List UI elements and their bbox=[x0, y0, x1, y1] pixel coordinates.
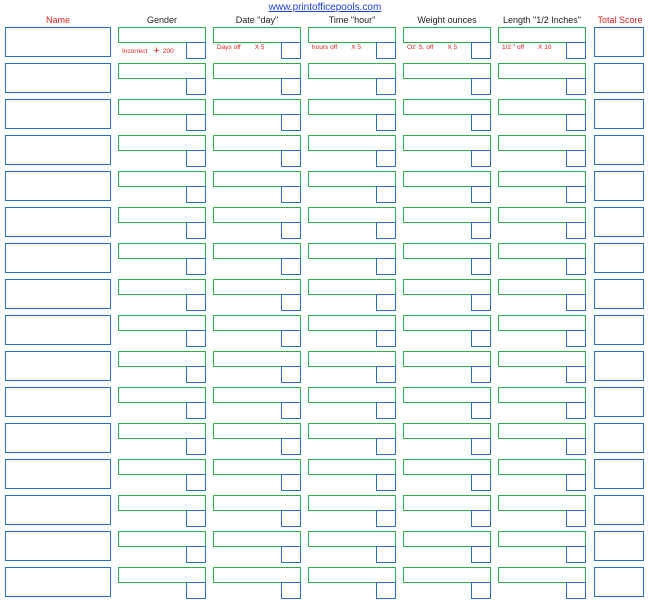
entry-row bbox=[0, 315, 650, 347]
total-score-field[interactable] bbox=[594, 423, 644, 453]
length-guess-field[interactable] bbox=[498, 63, 586, 79]
weight-guess-field[interactable] bbox=[403, 351, 491, 367]
total-score-field[interactable] bbox=[594, 99, 644, 129]
total-score-field[interactable] bbox=[594, 459, 644, 489]
time-score-field[interactable] bbox=[376, 438, 396, 455]
total-score-field[interactable] bbox=[594, 531, 644, 561]
length-score-field[interactable] bbox=[566, 438, 586, 455]
header-name: Name bbox=[45, 15, 70, 25]
total-score-field[interactable] bbox=[594, 207, 644, 237]
gender-rule bbox=[122, 44, 174, 56]
date-score-field[interactable] bbox=[281, 546, 301, 563]
length-guess-field[interactable] bbox=[498, 531, 586, 547]
date-score-field[interactable] bbox=[281, 366, 301, 383]
weight-guess-field[interactable] bbox=[403, 567, 491, 583]
weight-score-field[interactable] bbox=[471, 474, 491, 491]
length-score-field[interactable] bbox=[566, 150, 586, 167]
gender-guess-field[interactable] bbox=[118, 207, 206, 223]
name-field[interactable] bbox=[5, 387, 111, 417]
rule-label: hours off bbox=[312, 44, 338, 51]
time-guess-field[interactable] bbox=[308, 243, 396, 259]
name-field[interactable] bbox=[5, 351, 111, 381]
time-guess-field[interactable] bbox=[308, 459, 396, 475]
weight-score-field[interactable] bbox=[471, 510, 491, 527]
gender-score-field[interactable] bbox=[186, 222, 206, 239]
gender-score-field[interactable] bbox=[186, 510, 206, 527]
entry-row bbox=[0, 279, 650, 311]
rule-multiplier: X 5 bbox=[447, 44, 458, 51]
weight-score-field[interactable] bbox=[471, 258, 491, 275]
entry-row bbox=[0, 531, 650, 563]
total-score-field[interactable] bbox=[594, 387, 644, 417]
length-score-field[interactable] bbox=[566, 222, 586, 239]
name-field[interactable] bbox=[5, 135, 111, 165]
time-score-field[interactable] bbox=[376, 42, 396, 59]
rule-multiplier: X 10 bbox=[538, 44, 552, 51]
name-field[interactable] bbox=[5, 495, 111, 525]
time-score-field[interactable] bbox=[376, 510, 396, 527]
rule-value: 200 bbox=[162, 48, 174, 55]
date-score-field[interactable] bbox=[281, 510, 301, 527]
weight-guess-field[interactable] bbox=[403, 459, 491, 475]
time-guess-field[interactable] bbox=[308, 27, 396, 43]
time-score-field[interactable] bbox=[376, 294, 396, 311]
entry-row bbox=[0, 567, 650, 599]
entry-row bbox=[0, 423, 650, 455]
gender-guess-field[interactable] bbox=[118, 135, 206, 151]
total-score-field[interactable] bbox=[594, 351, 644, 381]
length-guess-field[interactable] bbox=[498, 27, 586, 43]
date-guess-field[interactable] bbox=[213, 315, 301, 331]
gender-guess-field[interactable] bbox=[118, 171, 206, 187]
length-rule bbox=[502, 44, 551, 51]
weight-guess-field[interactable] bbox=[403, 207, 491, 223]
length-guess-field[interactable] bbox=[498, 279, 586, 295]
entry-row bbox=[0, 171, 650, 203]
length-score-field[interactable] bbox=[566, 474, 586, 491]
time-rule bbox=[312, 44, 361, 51]
date-score-field[interactable] bbox=[281, 258, 301, 275]
time-guess-field[interactable] bbox=[308, 423, 396, 439]
time-guess-field[interactable] bbox=[308, 387, 396, 403]
weight-score-field[interactable] bbox=[471, 114, 491, 131]
weight-score-field[interactable] bbox=[471, 150, 491, 167]
time-guess-field[interactable] bbox=[308, 279, 396, 295]
weight-guess-field[interactable] bbox=[403, 423, 491, 439]
entry-row bbox=[0, 243, 650, 275]
weight-guess-field[interactable] bbox=[403, 171, 491, 187]
length-guess-field[interactable] bbox=[498, 99, 586, 115]
weight-guess-field[interactable] bbox=[403, 135, 491, 151]
total-score-field[interactable] bbox=[594, 567, 644, 597]
date-guess-field[interactable] bbox=[213, 531, 301, 547]
time-score-field[interactable] bbox=[376, 366, 396, 383]
time-guess-field[interactable] bbox=[308, 567, 396, 583]
length-score-field[interactable] bbox=[566, 510, 586, 527]
gender-score-field[interactable] bbox=[186, 150, 206, 167]
time-score-field[interactable] bbox=[376, 330, 396, 347]
date-guess-field[interactable] bbox=[213, 27, 301, 43]
name-field[interactable] bbox=[5, 27, 111, 57]
entry-row bbox=[0, 459, 650, 491]
gender-guess-field[interactable] bbox=[118, 27, 206, 43]
total-score-field[interactable] bbox=[594, 27, 644, 57]
time-score-field[interactable] bbox=[376, 402, 396, 419]
gender-score-field[interactable] bbox=[186, 546, 206, 563]
date-score-field[interactable] bbox=[281, 186, 301, 203]
time-score-field[interactable] bbox=[376, 186, 396, 203]
gender-guess-field[interactable] bbox=[118, 387, 206, 403]
weight-guess-field[interactable] bbox=[403, 495, 491, 511]
time-guess-field[interactable] bbox=[308, 531, 396, 547]
time-guess-field[interactable] bbox=[308, 63, 396, 79]
date-score-field[interactable] bbox=[281, 78, 301, 95]
length-score-field[interactable] bbox=[566, 582, 586, 599]
date-guess-field[interactable] bbox=[213, 423, 301, 439]
date-guess-field[interactable] bbox=[213, 387, 301, 403]
gender-score-field[interactable] bbox=[186, 114, 206, 131]
gender-guess-field[interactable] bbox=[118, 243, 206, 259]
length-guess-field[interactable] bbox=[498, 315, 586, 331]
length-guess-field[interactable] bbox=[498, 135, 586, 151]
weight-score-field[interactable] bbox=[471, 294, 491, 311]
site-link[interactable]: www.printofficepools.com bbox=[268, 2, 382, 13]
entry-row bbox=[0, 387, 650, 419]
gender-score-field[interactable] bbox=[186, 330, 206, 347]
length-score-field[interactable] bbox=[566, 402, 586, 419]
rule-label: Days off bbox=[217, 44, 241, 51]
date-score-field[interactable] bbox=[281, 330, 301, 347]
gender-guess-field[interactable] bbox=[118, 423, 206, 439]
weight-guess-field[interactable] bbox=[403, 27, 491, 43]
weight-score-field[interactable] bbox=[471, 366, 491, 383]
length-guess-field[interactable] bbox=[498, 171, 586, 187]
plus-sign: + bbox=[147, 45, 163, 57]
length-score-field[interactable] bbox=[566, 258, 586, 275]
weight-score-field[interactable] bbox=[471, 78, 491, 95]
header-total: Total Score bbox=[597, 15, 643, 25]
length-score-field[interactable] bbox=[566, 546, 586, 563]
date-score-field[interactable] bbox=[281, 42, 301, 59]
total-score-field[interactable] bbox=[594, 279, 644, 309]
weight-guess-field[interactable] bbox=[403, 63, 491, 79]
rule-multiplier: X 5 bbox=[351, 44, 361, 51]
gender-score-field[interactable] bbox=[186, 294, 206, 311]
weight-guess-field[interactable] bbox=[403, 99, 491, 115]
date-guess-field[interactable] bbox=[213, 243, 301, 259]
entry-row bbox=[0, 207, 650, 239]
length-guess-field[interactable] bbox=[498, 243, 586, 259]
gender-guess-field[interactable] bbox=[118, 279, 206, 295]
name-field[interactable] bbox=[5, 531, 111, 561]
rule-multiplier: X 5 bbox=[254, 44, 265, 51]
header-gender: Gender bbox=[146, 15, 178, 25]
gender-score-field[interactable] bbox=[186, 78, 206, 95]
weight-guess-field[interactable] bbox=[403, 279, 491, 295]
date-score-field[interactable] bbox=[281, 474, 301, 491]
length-score-field[interactable] bbox=[566, 330, 586, 347]
name-field[interactable] bbox=[5, 171, 111, 201]
weight-score-field[interactable] bbox=[471, 546, 491, 563]
length-guess-field[interactable] bbox=[498, 567, 586, 583]
header-weight: Weight ounces bbox=[417, 15, 477, 25]
date-score-field[interactable] bbox=[281, 222, 301, 239]
total-score-field[interactable] bbox=[594, 315, 644, 345]
name-field[interactable] bbox=[5, 567, 111, 597]
length-guess-field[interactable] bbox=[498, 387, 586, 403]
length-score-field[interactable] bbox=[566, 294, 586, 311]
rule-label: 1/2 " off bbox=[502, 44, 525, 51]
name-field[interactable] bbox=[5, 423, 111, 453]
time-guess-field[interactable] bbox=[308, 135, 396, 151]
total-score-field[interactable] bbox=[594, 243, 644, 273]
time-guess-field[interactable] bbox=[308, 495, 396, 511]
header-length: Length "1/2 Inches" bbox=[503, 15, 581, 25]
length-guess-field[interactable] bbox=[498, 495, 586, 511]
entry-row bbox=[0, 27, 650, 59]
weight-score-field[interactable] bbox=[471, 402, 491, 419]
name-field[interactable] bbox=[5, 459, 111, 489]
name-field[interactable] bbox=[5, 207, 111, 237]
gender-guess-field[interactable] bbox=[118, 567, 206, 583]
name-field[interactable] bbox=[5, 315, 111, 345]
date-score-field[interactable] bbox=[281, 438, 301, 455]
date-guess-field[interactable] bbox=[213, 99, 301, 115]
length-guess-field[interactable] bbox=[498, 423, 586, 439]
weight-guess-field[interactable] bbox=[403, 531, 491, 547]
date-guess-field[interactable] bbox=[213, 459, 301, 475]
gender-guess-field[interactable] bbox=[118, 99, 206, 115]
time-score-field[interactable] bbox=[376, 546, 396, 563]
gender-guess-field[interactable] bbox=[118, 315, 206, 331]
gender-score-field[interactable] bbox=[186, 474, 206, 491]
time-score-field[interactable] bbox=[376, 474, 396, 491]
gender-guess-field[interactable] bbox=[118, 459, 206, 475]
gender-score-field[interactable] bbox=[186, 366, 206, 383]
time-score-field[interactable] bbox=[376, 258, 396, 275]
gender-guess-field[interactable] bbox=[118, 495, 206, 511]
date-guess-field[interactable] bbox=[213, 171, 301, 187]
gender-score-field[interactable] bbox=[186, 402, 206, 419]
total-score-field[interactable] bbox=[594, 171, 644, 201]
time-score-field[interactable] bbox=[376, 114, 396, 131]
header-time: Time "hour" bbox=[328, 15, 376, 25]
length-guess-field[interactable] bbox=[498, 351, 586, 367]
time-guess-field[interactable] bbox=[308, 315, 396, 331]
entry-row bbox=[0, 135, 650, 167]
time-score-field[interactable] bbox=[376, 78, 396, 95]
gender-score-field[interactable] bbox=[186, 438, 206, 455]
weight-score-field[interactable] bbox=[471, 330, 491, 347]
time-guess-field[interactable] bbox=[308, 99, 396, 115]
weight-score-field[interactable] bbox=[471, 42, 491, 59]
date-score-field[interactable] bbox=[281, 582, 301, 599]
time-score-field[interactable] bbox=[376, 582, 396, 599]
length-score-field[interactable] bbox=[566, 366, 586, 383]
time-score-field[interactable] bbox=[376, 150, 396, 167]
time-guess-field[interactable] bbox=[308, 171, 396, 187]
gender-score-field[interactable] bbox=[186, 186, 206, 203]
length-guess-field[interactable] bbox=[498, 207, 586, 223]
gender-guess-field[interactable] bbox=[118, 531, 206, 547]
header-date: Date "day" bbox=[235, 15, 279, 25]
gender-score-field[interactable] bbox=[186, 582, 206, 599]
entry-row bbox=[0, 351, 650, 383]
gender-score-field[interactable] bbox=[186, 258, 206, 275]
date-rule bbox=[217, 44, 265, 51]
weight-guess-field[interactable] bbox=[403, 387, 491, 403]
gender-score-field[interactable] bbox=[186, 42, 206, 59]
entry-row bbox=[0, 99, 650, 131]
date-score-field[interactable] bbox=[281, 150, 301, 167]
weight-rule bbox=[407, 44, 457, 51]
total-score-field[interactable] bbox=[594, 495, 644, 525]
entry-row bbox=[0, 495, 650, 527]
weight-score-field[interactable] bbox=[471, 582, 491, 599]
gender-guess-field[interactable] bbox=[118, 63, 206, 79]
date-guess-field[interactable] bbox=[213, 279, 301, 295]
entry-row bbox=[0, 63, 650, 95]
weight-score-field[interactable] bbox=[471, 438, 491, 455]
date-guess-field[interactable] bbox=[213, 63, 301, 79]
date-guess-field[interactable] bbox=[213, 135, 301, 151]
length-guess-field[interactable] bbox=[498, 459, 586, 475]
length-score-field[interactable] bbox=[566, 78, 586, 95]
date-score-field[interactable] bbox=[281, 114, 301, 131]
name-field[interactable] bbox=[5, 243, 111, 273]
gender-guess-field[interactable] bbox=[118, 351, 206, 367]
time-score-field[interactable] bbox=[376, 222, 396, 239]
weight-guess-field[interactable] bbox=[403, 315, 491, 331]
weight-score-field[interactable] bbox=[471, 186, 491, 203]
date-guess-field[interactable] bbox=[213, 567, 301, 583]
length-score-field[interactable] bbox=[566, 42, 586, 59]
date-score-field[interactable] bbox=[281, 294, 301, 311]
date-guess-field[interactable] bbox=[213, 495, 301, 511]
date-guess-field[interactable] bbox=[213, 351, 301, 367]
rule-label: Incorrect bbox=[122, 48, 148, 55]
time-guess-field[interactable] bbox=[308, 207, 396, 223]
date-score-field[interactable] bbox=[281, 402, 301, 419]
rule-label: Oz' S. off bbox=[407, 44, 434, 51]
length-score-field[interactable] bbox=[566, 114, 586, 131]
weight-guess-field[interactable] bbox=[403, 243, 491, 259]
name-field[interactable] bbox=[5, 99, 111, 129]
name-field[interactable] bbox=[5, 279, 111, 309]
time-guess-field[interactable] bbox=[308, 351, 396, 367]
date-guess-field[interactable] bbox=[213, 207, 301, 223]
total-score-field[interactable] bbox=[594, 135, 644, 165]
name-field[interactable] bbox=[5, 63, 111, 93]
weight-score-field[interactable] bbox=[471, 222, 491, 239]
length-score-field[interactable] bbox=[566, 186, 586, 203]
total-score-field[interactable] bbox=[594, 63, 644, 93]
